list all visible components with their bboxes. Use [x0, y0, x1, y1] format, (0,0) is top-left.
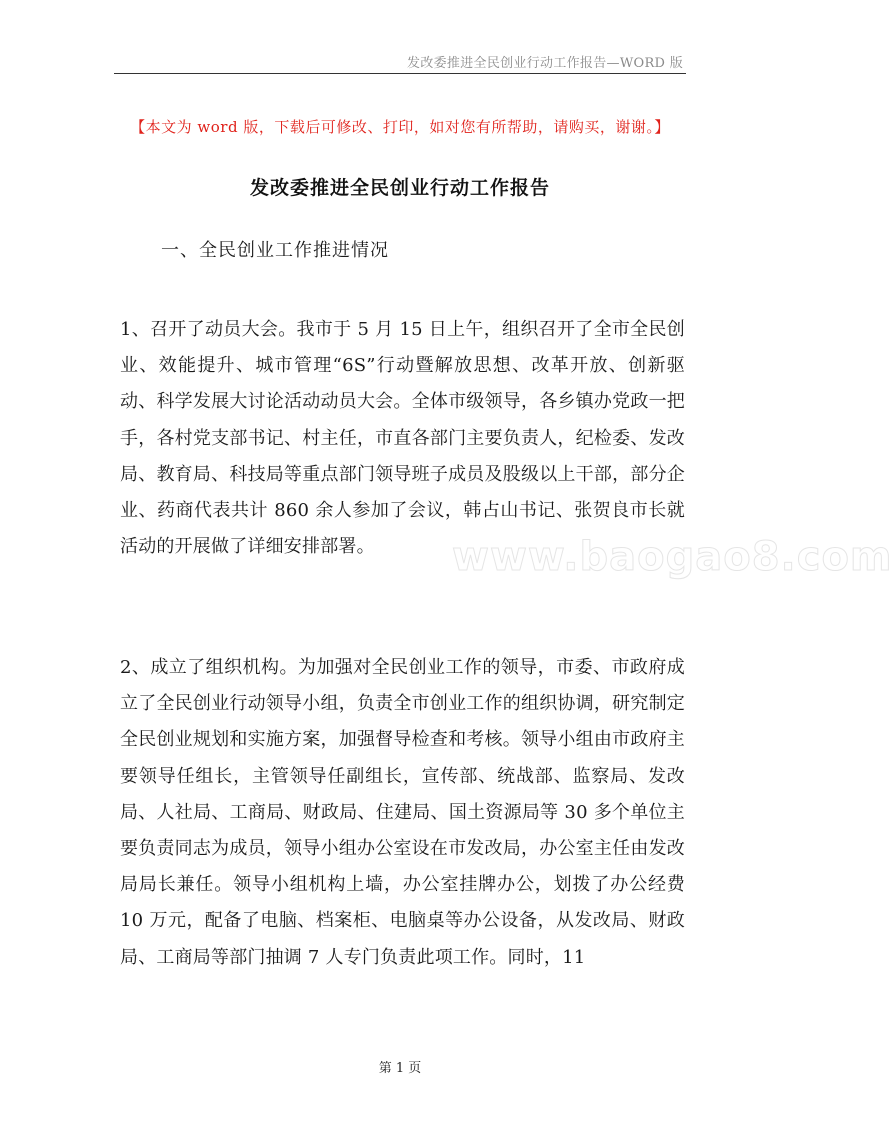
- paragraph-2: 2、成立了组织机构。为加强对全民创业工作的领导，市委、市政府成立了全民创业行动领导小组，负责全市创业工作的组织协调，研究制定全民创业规划和实施方案，加强督导检查和考核。领导小组由市政府主要领导任组长，主管领导任副组长，宣传部、统战部、监察局、发改局、人社局、工商局、财政局、住建局、国土资源局等 30 多个单位主要负责同志为成员，领导小组办公室设在市发改局，办公室主任由发改局局长兼任。领导小组机构上墙，办公室挂牌办公，划拨了办公经费 10 万元，配备了电脑、档案柜、电脑桌等办公设备，从发改局、财政局、工商局等部门抽调 7 人专门负责此项工作。同时，11: [120, 657, 685, 968]
- running-header: 发改委推进全民创业行动工作报告—WORD 版: [407, 56, 683, 71]
- paragraph-1: 1、召开了动员大会。我市于 5 月 15 日上午，组织召开了全市全民创业、效能提升、城市管理“6S”行动暨解放思想、改革开放、创新驱动、科学发展大讨论活动动员大会。全体市级领导，各乡镇办党政一把手，各村党支部书记、村主任，市直各部门主要负责人，纪检委、发改局、教育局、科技局等重点部门领导班子成员及股级以上干部，部分企业、药商代表共计 860 余人参加了会议，韩占山书记、张贺良市长就活动的开展做了详细安排部署。: [120, 319, 685, 558]
- document-title: 发改委推进全民创业行动工作报告: [249, 177, 550, 199]
- watermark-text: www.baogao8.com: [452, 534, 893, 580]
- header-divider: [114, 73, 686, 74]
- page-number: 第 1 页: [378, 1061, 422, 1076]
- section-heading: 一、全民创业工作推进情况: [161, 240, 389, 261]
- download-notice: 【本文为 word 版，下载后可修改、打印，如对您有所帮助，请购买，谢谢。】: [130, 118, 670, 136]
